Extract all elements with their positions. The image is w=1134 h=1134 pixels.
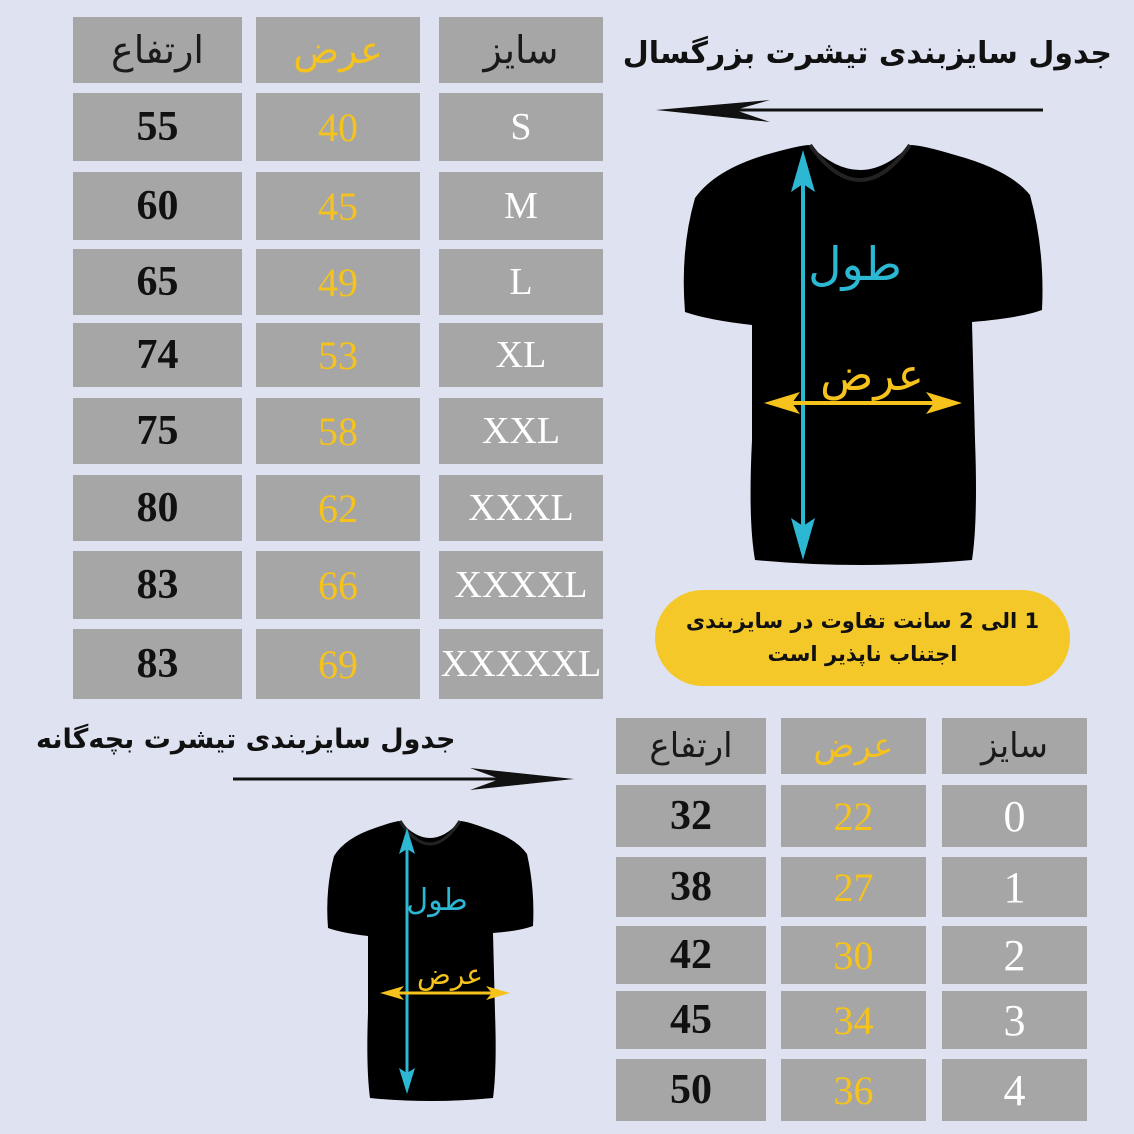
kids-row-height: 38 (616, 857, 766, 917)
adult-length-label: طول (808, 237, 902, 291)
kids-header-size: سایز (942, 718, 1087, 774)
kids-row-size: 1 (942, 857, 1087, 917)
adult-row-height: 75 (73, 398, 242, 464)
size-tolerance-note (655, 590, 1070, 686)
adult-row-height: 80 (73, 475, 242, 541)
adult-row-width: 58 (256, 398, 420, 464)
adult-width-label: عرض (820, 350, 924, 401)
kids-row-size: 2 (942, 926, 1087, 984)
adult-row-height: 65 (73, 249, 242, 315)
adult-row-size: XL (439, 323, 603, 387)
kids-row-width: 36 (781, 1059, 926, 1121)
kids-row-size: 3 (942, 991, 1087, 1049)
adult-row-width: 49 (256, 249, 420, 315)
kids-row-height: 45 (616, 991, 766, 1049)
adult-row-size: M (439, 172, 603, 240)
adult-row-height: 83 (73, 629, 242, 699)
kids-header-height: ارتفاع (616, 718, 766, 774)
adult-row-size: XXXL (439, 475, 603, 541)
adult-row-size: XXXXXL (439, 629, 603, 699)
adult-row-size: XXL (439, 398, 603, 464)
adult-row-width: 69 (256, 629, 420, 699)
adult-row-size: L (439, 249, 603, 315)
adult-table-title: جدول سایزبندی تیشرت بزرگسال (622, 36, 1112, 71)
kids-row-width: 22 (781, 785, 926, 847)
adult-header-width: عرض (256, 17, 420, 83)
adult-row-height: 74 (73, 323, 242, 387)
kids-row-height: 32 (616, 785, 766, 847)
kids-width-label: عرض (416, 958, 484, 991)
adult-header-size: سایز (439, 17, 603, 83)
adult-row-height: 83 (73, 551, 242, 619)
kids-row-width: 30 (781, 926, 926, 984)
note-line-1: 1 الی 2 سانت تفاوت در سایزبندی (685, 609, 1040, 634)
kids-row-size: 4 (942, 1059, 1087, 1121)
adult-row-size: S (439, 93, 603, 161)
adult-tshirt-diagram (660, 140, 1060, 580)
kids-row-size: 0 (942, 785, 1087, 847)
adult-row-width: 62 (256, 475, 420, 541)
kids-tshirt-diagram (320, 818, 540, 1108)
adult-row-width: 40 (256, 93, 420, 161)
kids-length-label: طول (406, 883, 468, 918)
kids-row-height: 50 (616, 1059, 766, 1121)
kids-row-width: 27 (781, 857, 926, 917)
adult-row-height: 60 (73, 172, 242, 240)
adult-row-height: 55 (73, 93, 242, 161)
adult-row-width: 45 (256, 172, 420, 240)
kids-row-width: 34 (781, 991, 926, 1049)
kids-header-width: عرض (781, 718, 926, 774)
kids-row-height: 42 (616, 926, 766, 984)
adult-header-height: ارتفاع (73, 17, 242, 83)
adult-row-size: XXXXL (439, 551, 603, 619)
note-line-2: اجتناب ناپذیر است (767, 642, 958, 666)
kids-table-title: جدول سایزبندی تیشرت بچه‌گانه (36, 724, 456, 755)
adult-row-width: 66 (256, 551, 420, 619)
adult-row-width: 53 (256, 323, 420, 387)
